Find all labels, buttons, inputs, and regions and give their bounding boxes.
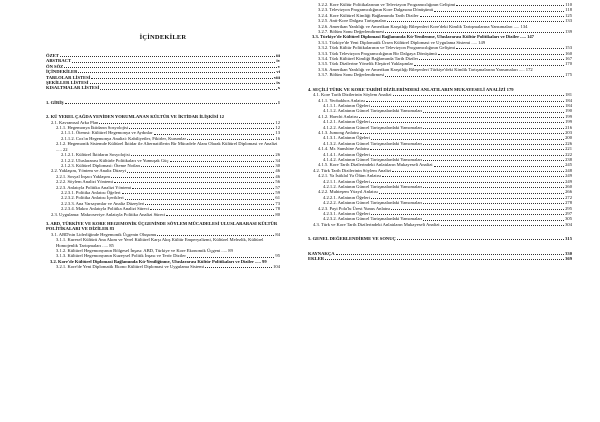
toc-entry-label: 4.2.3. Payi Pola'lu Ürest Yunus Anlatısı xyxy=(318,205,391,211)
dot-leader xyxy=(366,101,564,102)
toc-entry-page: 200 xyxy=(565,135,572,141)
dot-leader xyxy=(145,204,274,205)
dot-leader xyxy=(423,203,564,204)
dot-leader xyxy=(111,177,274,178)
right-list-c xyxy=(308,45,572,67)
toc-entry-label: 3.2.5. Anti-Kore Dalgası Tartışmaları xyxy=(318,18,387,24)
dot-leader xyxy=(456,5,564,6)
dot-leader xyxy=(379,193,564,194)
toc-entry-page: 226 xyxy=(565,140,572,146)
toc-entry-page: 30 xyxy=(275,162,280,168)
dot-leader xyxy=(420,16,565,17)
toc-entry-label: 4.1.3.1. Anlatının Öğeleri xyxy=(323,135,370,141)
toc-entry-page: 199 xyxy=(565,119,572,125)
toc-entry-page: 170 xyxy=(565,61,572,67)
toc-entry-label: 4.2.1. Ya İstiklal Ya Ölüm Anlatısı xyxy=(318,173,382,179)
toc-entry-page: 133 xyxy=(565,18,572,24)
dot-leader xyxy=(91,78,272,79)
dot-leader xyxy=(423,187,564,188)
dot-leader xyxy=(129,128,274,129)
dot-leader xyxy=(157,235,274,236)
toc-entry-label: 3.1. ABD'nin Liderliğinde Hegemonik Üçgenin Oluşumu xyxy=(51,231,157,237)
dot-leader xyxy=(132,188,274,189)
toc-entry-label: 3.3.4. Türk Kültürel Kimliği Bağlamında Tarih Diziler xyxy=(318,56,419,62)
toc-entry-label: 3.3.5. Türk Dizilerine Yönelik Eleştirel Yaklaşımlar xyxy=(318,61,414,67)
toc-entry-page: 315 xyxy=(565,236,572,242)
toc-entry-label: KISALTMALAR LİSTESİ xyxy=(46,85,100,91)
right-wrapped-entry-d: 3.3.6. Amerikan Yanlılığı ve Amerikan Karşıtlığı Bileşenleri Türkiye'deki Kimlik Tartışmalarına Yansımaları ..... 172 xyxy=(318,66,533,72)
toc-entry-label: 2.1.2.1. Kültürel İktidarın Sosyolojisi xyxy=(61,152,130,158)
toc-entry-label: 3.2.4. Kore Kültürel Kimliği Bağlamında Tarih Diziler xyxy=(318,12,419,18)
toc-entry-label: EKLER xyxy=(308,256,325,262)
dot-leader xyxy=(414,65,564,66)
dot-leader xyxy=(125,199,275,200)
toc-entry-page: 110 xyxy=(565,2,572,7)
toc-entry-label: 3.2.2. Kore Kültür Politikalarının ve Televizyon Programcılığının Gelişimi xyxy=(318,2,456,7)
dot-leader xyxy=(371,182,564,183)
dot-leader xyxy=(423,220,564,221)
chapter-3-list-final xyxy=(46,264,280,269)
toc-entry-page: 12 xyxy=(275,119,280,125)
toc-entry-page: 181 xyxy=(565,92,572,98)
dot-leader xyxy=(78,72,275,73)
toc-entry-label: 4.1.2. Haechi Anlatısı xyxy=(318,113,358,119)
toc-entry-label: 2.1.2.2. Uluslararası Kültürle Politikaları ve Yumuşak Güç xyxy=(61,157,169,163)
toc-entry-label: 3.3.2. Türk Kültür Politikalarının ve Televizyon Programcılığının Gelişimi xyxy=(318,45,456,51)
toc-entry-label: 4.2.2. Muhteşem Yüzyıl Anlatısı xyxy=(318,189,378,195)
toc-entry-page: 104 xyxy=(273,264,280,270)
toc-entry-label: ÖN SÖZ xyxy=(46,63,64,69)
toc-entry-page: 175 xyxy=(565,72,572,78)
dot-leader xyxy=(382,176,564,177)
toc-entry-label: ABSTRACT xyxy=(46,58,72,64)
dot-leader xyxy=(423,144,564,145)
dot-leader xyxy=(385,32,564,33)
toc-entry-label: 2.1.1.2. Cox'ın Hegemonya Analizi: Kabiliyetler, Fikirler, Kurumlar xyxy=(61,135,186,141)
toc-entry-page: 184 xyxy=(565,102,572,108)
toc-entry-page: 304 xyxy=(565,221,572,227)
dot-leader xyxy=(371,214,564,215)
toc-entry-label: 4.2.2.2. Anlatının Güncel Tartışmalardaki Yansımaları xyxy=(323,200,423,206)
toc-entry-page: 84 xyxy=(275,231,280,237)
dot-leader xyxy=(187,139,274,140)
chapter-3-wrapped-entry-2: 3.1.2. Kültürel Hegemonyanın Bölgesel İnşası: ABD, Türkiye ve Kore Ekonomik Üçgeni ..... 89 xyxy=(56,248,233,253)
toc-entry-label: 3.2.1. Kore'de Yeni Diplomatik Ekono Kültürel Diplomasi ve Uygulama Sistemi xyxy=(56,264,204,270)
toc-entry-label: 4.2.1.2. Anlatının Güncel Tartışmalardaki Yansımaları xyxy=(323,184,423,189)
toc-entry-label: 4.1. Kore Tarih Dizilerinin Söylem Analizi xyxy=(313,92,392,98)
toc-entry-page: 238 xyxy=(565,156,572,162)
toc-entry-page: 190 xyxy=(565,108,572,114)
toc-entry-page: 249 xyxy=(565,173,572,179)
dot-leader xyxy=(325,259,564,260)
dot-leader xyxy=(393,95,565,96)
dot-leader xyxy=(371,122,564,123)
dot-leader xyxy=(127,172,274,173)
toc-entry-page: 199 xyxy=(565,113,572,119)
chapter-3-wrapped-entry-1: 3.1.1. Kuresel Kültürü Ana Akım ve Yerel Kültürel Karşı Akış Kültür Emperyalizmi, Kültürel Melezlik, Kültürel Homojenlik Tartışmaları ..... 85 xyxy=(56,237,264,248)
toc-entry-label: 2.2.2. Söylem Analizi Yöntemi xyxy=(56,179,113,185)
toc-entry-label: 4.2.1.1. Anlatının Öğeleri xyxy=(323,178,370,184)
toc-entry-page: 13 xyxy=(275,130,280,136)
dot-leader xyxy=(385,76,564,77)
toc-entry-page: 260 xyxy=(565,184,572,189)
dot-leader xyxy=(371,139,564,140)
dot-leader xyxy=(423,128,564,129)
toc-entry xyxy=(308,256,572,261)
dot-leader xyxy=(397,239,564,240)
dot-leader xyxy=(387,21,564,22)
dot-leader xyxy=(360,133,564,134)
dot-leader xyxy=(122,193,275,194)
toc-entry-label: 4.2.2.1. Anlatının Öğeleri xyxy=(323,194,370,200)
dot-leader xyxy=(371,106,564,107)
toc-entry-label: 3.3.3. Türk Televizyon Programcılığının Bir Dalgaya Dönüşümü xyxy=(318,50,437,56)
toc-entry-page: 266 xyxy=(565,189,572,195)
dot-leader xyxy=(423,112,564,113)
dot-leader xyxy=(434,11,564,12)
toc-entry-label: TABLOLAR LİSTESİ xyxy=(46,74,91,80)
right-wrapped-entry-c: 3.3.1. Türkiye'de Yeni Diplomatik Ürsen Kültürel Diplomasi ve Uygulama Sistemi ..... 149 xyxy=(318,39,486,45)
toc-entry-label: 3.3.7. Bölüm Sonu Değerlendirmesi xyxy=(318,72,385,78)
toc-entry-page: 1 xyxy=(277,99,280,105)
dot-leader xyxy=(90,83,276,84)
toc-entry-page: iii xyxy=(276,53,280,58)
toc-entry-label: 2.3. Uygulama: Makroseviye Anlatıyla Politika Analizi Süreci xyxy=(51,211,166,217)
toc-entry-page: 248 xyxy=(565,167,572,173)
dot-leader xyxy=(391,209,564,210)
dot-leader xyxy=(438,54,564,55)
toc-entry-page: 139 xyxy=(565,29,572,35)
chapter-2-list xyxy=(46,120,280,142)
toc-entry-label: 4.1.5. Kore Tarih Dizilerindeki Anlatıların Mukayeseli Analizi xyxy=(318,162,433,168)
toc-entry-page: 369 xyxy=(565,256,572,262)
toc-entry-label: 3.1.3. Kültürel Hegemonyanın Kuzeysel Politik İnşası ve Terör Diziler xyxy=(56,253,186,259)
toc-entry-page: 203 xyxy=(565,129,572,135)
toc-entry-page: vi xyxy=(276,69,280,75)
toc-entry-label: 4.2. Türk Tarih Dizilerinin Söylem Analizi xyxy=(313,167,392,173)
chapter-4-heading: 4. SEÇİLİ TÜRK VE KORE TARİHİ DİZİLERİNDEKİ ANLATILARIN MUKAYESELİ ANALİZİ 179 xyxy=(308,86,514,92)
dot-leader xyxy=(64,67,276,68)
right-wrapped-entry-b: 3.3. Türkiye'de Kültürel Diplomasi Bağlamında Kü-Yenilenme, Uluslararası Kültür Politikaları ve Diziler ..... 147 xyxy=(312,34,534,40)
toc-entry-page: v xyxy=(277,63,280,69)
toc-entry-page: viii xyxy=(273,74,280,80)
toc-entry-label: 4.1.3. Jumong Anlatısı xyxy=(318,129,360,135)
toc-title: İÇİNDEKİLER xyxy=(139,34,187,41)
toc-entry-label: 4.1.4.2. Anlatının Güncel Tartışmalardaki Yansımaları xyxy=(323,156,423,162)
toc-entry-label: 2.1. Kavramsal Arka Plan xyxy=(51,119,99,125)
toc-entry-label: 4.1.4.1. Anlatının Öğeleri xyxy=(323,151,370,157)
toc-entry-page: 46 xyxy=(275,168,280,174)
chapter-2-heading: 2. KÜ YEREL ÇAĞDA YENİDEN YORUMLANAN KÜLTÜR VE İKTİDAR İLİŞKİSİ 12 xyxy=(46,114,225,120)
dot-leader xyxy=(166,215,274,216)
dot-leader xyxy=(423,160,564,161)
toc-entry-page: 295 xyxy=(565,205,572,211)
references-list xyxy=(308,251,572,262)
toc-entry-page: 330 xyxy=(565,250,572,256)
toc-entry-page: 34 xyxy=(275,157,280,163)
toc-entry-label: 5. GENEL DEĞERLENDİRME VE SONUÇ xyxy=(308,236,396,242)
toc-entry-page: 61 xyxy=(275,195,280,201)
toc-entry-page: 57 xyxy=(275,184,280,190)
toc-entry-page: 26 xyxy=(275,152,280,158)
toc-entry-page: 125 xyxy=(565,12,572,18)
toc-entry-label: 3.2.3. Televizyon Programcılığının Kore Dalgasına Dönüşümü xyxy=(318,7,434,13)
toc-entry-page: 272 xyxy=(565,194,572,200)
toc-entry-page: iv xyxy=(276,58,280,64)
dot-leader xyxy=(205,267,272,268)
toc-entry-page: ix xyxy=(276,80,280,86)
toc-entry-page: 12 xyxy=(275,125,280,131)
dot-leader xyxy=(371,198,564,199)
toc-entry-label: 4.1.2.2. Anlatının Güncel Tartışmalardaki Yansımaları xyxy=(323,124,423,130)
toc-entry-page: 160 xyxy=(565,50,572,56)
right-list-a xyxy=(308,2,572,24)
toc-entry-label: 2.2. Yaklaşım, Yöntem ve Analiz Düzeyi xyxy=(51,168,126,174)
toc-entry-page: 221 xyxy=(565,146,572,152)
toc-entry-page: 297 xyxy=(565,211,572,217)
toc-entry-page: 73 xyxy=(275,200,280,206)
dot-leader xyxy=(336,254,564,255)
toc-entry-label: ÖZET xyxy=(46,53,59,58)
toc-entry-label: 2.2.3.1. Politika Anlatısı Öğeleri xyxy=(61,189,121,195)
toc-entry-label: İÇİNDEKİLER xyxy=(46,69,78,75)
dot-leader xyxy=(131,155,275,156)
dot-leader xyxy=(150,209,274,210)
toc-entry-page: x xyxy=(277,85,280,91)
dot-leader xyxy=(100,89,276,90)
toc-entry-page: 118 xyxy=(565,7,572,13)
chapter-4-list xyxy=(308,92,572,227)
toc-entry-page: 245 xyxy=(565,162,572,168)
dot-leader xyxy=(141,166,274,167)
dot-leader xyxy=(359,117,564,118)
toc-entry-page: 222 xyxy=(565,151,572,157)
dot-leader xyxy=(114,182,274,183)
toc-entry-page: 46 xyxy=(275,173,280,179)
toc-entry-page: 167 xyxy=(565,56,572,62)
toc-entry-page: 78 xyxy=(275,206,280,212)
chapter-3-heading: 3. ABD, TÜRKİYE VE KORE HEGEMONİK ÜÇGENİNDE SÖYLEM MÜCADELESİ ULUSLARARASI KÜLTÜR POLİTİKALARI VE DİZİLER 83 xyxy=(46,220,278,232)
toc-entry-label: 4.1.3.2. Anlatının Güncel Tartışmalardaki Yansımaları xyxy=(323,140,423,146)
dot-leader xyxy=(456,48,564,49)
toc-entry-label: 2.1.2.3. Kültürel Diplomasi: Öteme Notları xyxy=(61,162,141,168)
toc-entry-page: 278 xyxy=(565,200,572,206)
dot-leader xyxy=(154,134,275,135)
dot-leader xyxy=(441,225,565,226)
dot-leader xyxy=(60,56,275,57)
toc-entry xyxy=(46,264,280,269)
toc-entry-label: 4.1.1.2. Anlatının Güncel Tartışmalardaki Yansımaları xyxy=(323,108,423,114)
toc-entry-label: 2.2.3.2. Politika Anlatısı İçerikleri xyxy=(61,195,124,201)
toc-entry-page: 153 xyxy=(565,45,572,51)
toc-entry-label: 4.1.1. Yeobakhos Anlatısı xyxy=(318,97,365,103)
toc-entry-page: 95 xyxy=(275,253,280,259)
toc-entry-label: 4.2.3.2. Anlatının Güncel Tartışmalardaki Yansımaları xyxy=(323,216,423,222)
dot-leader xyxy=(187,257,275,258)
toc-entry-label: 2.1.1. Hegemonya İktidarın Sosyolojisi xyxy=(56,125,129,131)
chapter-2-list-continued xyxy=(46,152,280,217)
dot-leader xyxy=(419,59,564,60)
toc-entry-label: 4.1.2.1. Anlatının Öğeleri xyxy=(323,119,370,125)
toc-page-right xyxy=(300,0,600,422)
toc-entry-label: 2.1.1.1. Ötemsi: Kültürel Hegemonya ve Aydınlar xyxy=(61,130,153,136)
dot-leader xyxy=(72,62,275,63)
toc-entry-label: 4.1.1.1. Anlatının Öğeleri xyxy=(323,102,370,108)
toc-entry-label: 4.3. Türk ve Kore Tarih Dizilerindeki Anlatıların Mukayeseli Analizi xyxy=(313,221,440,227)
toc-entry-page: 184 xyxy=(565,97,572,103)
toc-entry-label: 2.2.3. Anlatıyla Politika Analizi Yöntemi xyxy=(56,184,132,190)
toc-entry-page: 249 xyxy=(565,178,572,184)
dot-leader xyxy=(371,155,564,156)
toc-entry-page: 216 xyxy=(565,124,572,130)
toc-entry-label: 1. GİRİŞ xyxy=(46,99,64,105)
dot-leader xyxy=(370,149,564,150)
chapter-3-wrapped-entry-3: 3.2. Kore'de Kültürel Diplomasi Bağlamında Kü-Yeniliğinme, Uluslararası Kültür Politikaları ve Diziler ..... 99 xyxy=(50,258,267,264)
toc-entry-label: 2.2.3.3. Ana Varsayımlar ve Analiz Düzeyleri xyxy=(61,200,145,206)
toc-entry-label: ŞEKİLLER LİSTESİ xyxy=(46,80,89,86)
right-wrapped-entry-a: 3.2.6. Amerikan Yanlılığı ve Amerikan Karşıtlığı Bileşenleri Kore'deki Kimlik Tartışmalarına Yansımaları ..... 134 xyxy=(318,23,528,29)
dot-leader xyxy=(392,171,564,172)
toc-entry-label: 3.2.7. Bölüm Sonu Değerlendirmesi xyxy=(318,29,385,35)
toc-entry-page: 59 xyxy=(275,189,280,195)
toc-entry-page: 305 xyxy=(565,216,572,222)
toc-entry-label: 4.1.4. Mr. Sunshine Anlatısı xyxy=(318,146,370,152)
front-matter-list xyxy=(46,53,280,91)
toc-entry-page: 16 xyxy=(275,135,280,141)
dot-leader xyxy=(99,123,274,124)
toc-entry-label: KAYNAKÇA xyxy=(308,250,335,256)
toc-entry-page: 56 xyxy=(275,179,280,185)
toc-entry-page: 80 xyxy=(275,211,280,217)
dot-leader xyxy=(170,161,275,162)
toc-entry-label: 4.2.3.1. Anlatının Öğeleri xyxy=(323,211,370,217)
toc-entry-label: 2.2.3.4. Makro Anlatıyla Politika Analizi Süreci xyxy=(61,206,149,212)
chapter-2-wrapped-entry: 2.1.2. Hegemonik Sistemde Kültürel İktidar ile Alternatiflerin Bir Mücadele Alanı Olarak Kültürel Diplomasi ve Analizi ..... 22 xyxy=(56,141,278,152)
toc-entry-label: 2.2.1. Sosyal İnşacı Yaklaşım xyxy=(56,173,110,179)
dot-leader xyxy=(434,166,565,167)
dot-leader xyxy=(65,103,277,104)
